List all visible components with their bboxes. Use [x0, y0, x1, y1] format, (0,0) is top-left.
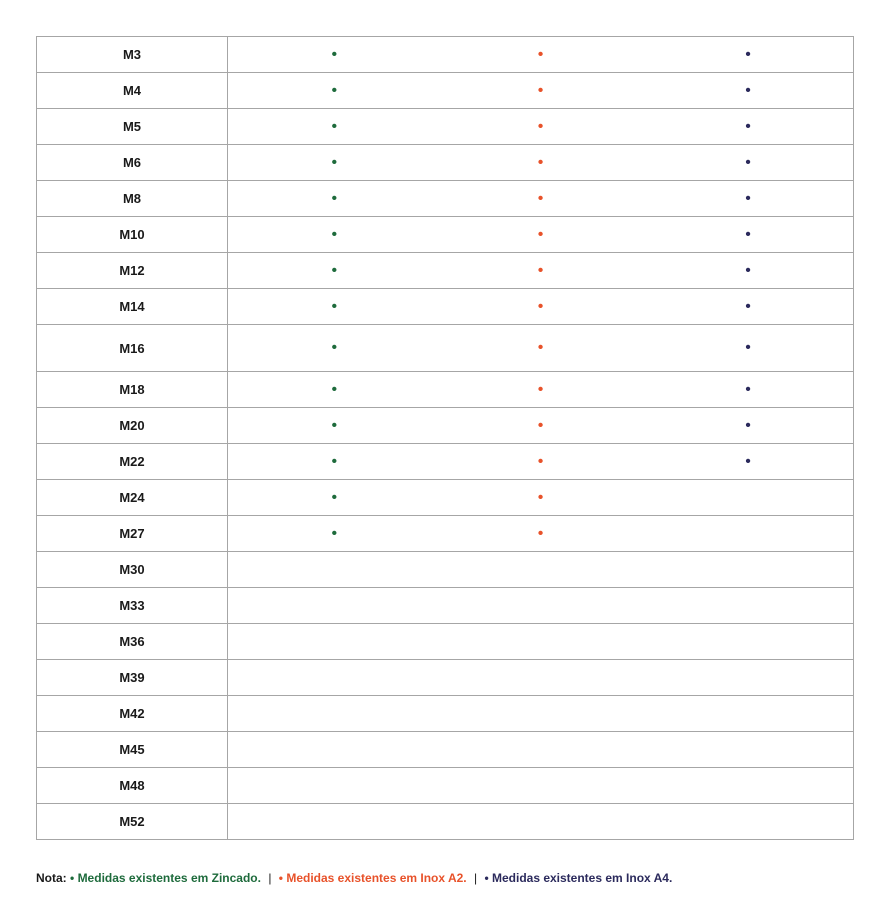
inox-a4-dot-icon: •: [745, 452, 751, 470]
table-row: [37, 444, 854, 480]
table-row: [37, 253, 854, 289]
availability-cell: [228, 624, 854, 660]
size-cell: M8: [37, 181, 228, 217]
inox-a4-dot-icon: •: [745, 380, 751, 398]
table-row: [37, 109, 854, 145]
size-cell: M5: [37, 109, 228, 145]
zincado-dot-icon: •: [331, 81, 338, 99]
sizes-table-body: [37, 37, 854, 840]
availability-cell: [228, 217, 854, 253]
table-row: [37, 73, 854, 109]
availability-cell: [228, 696, 854, 732]
table-row: [37, 552, 854, 588]
zincado-dot-icon: •: [331, 524, 338, 542]
inox-a2-dot-icon: •: [537, 45, 544, 63]
inox-a4-dot-icon: •: [745, 189, 751, 207]
inox-a4-dot-icon: •: [745, 297, 751, 315]
inox-a2-dot-icon: •: [537, 524, 544, 542]
size-cell: M39: [37, 660, 228, 696]
table-row: [37, 217, 854, 253]
zincado-dot-icon: •: [331, 452, 338, 470]
size-cell: M24: [37, 480, 228, 516]
inox-a2-dot-icon: •: [537, 225, 544, 243]
size-cell: M12: [37, 253, 228, 289]
zincado-dot-icon: •: [331, 261, 338, 279]
size-cell: M22: [37, 444, 228, 480]
size-cell: M14: [37, 289, 228, 325]
inox-a2-dot-icon: •: [537, 81, 544, 99]
availability-cell: [228, 480, 854, 516]
inox-a2-dot-icon: •: [537, 153, 544, 171]
zincado-dot-icon: •: [331, 189, 338, 207]
availability-cell: [228, 253, 854, 289]
table-row: [37, 516, 854, 552]
sizes-table: [36, 36, 854, 840]
note-separator: |: [473, 871, 478, 885]
size-cell: M18: [37, 372, 228, 408]
size-cell: M36: [37, 624, 228, 660]
availability-cell: [228, 37, 854, 73]
availability-cell: [228, 145, 854, 181]
availability-cell: [228, 181, 854, 217]
size-cell: M6: [37, 145, 228, 181]
size-cell: M42: [37, 696, 228, 732]
zincado-dot-icon: •: [331, 153, 338, 171]
size-cell: M48: [37, 768, 228, 804]
inox-a4-dot-icon: •: [745, 261, 751, 279]
inox-a4-dot-icon: •: [745, 153, 751, 171]
inox-a2-dot-icon: •: [537, 189, 544, 207]
zincado-bullet-icon: •: [70, 871, 75, 885]
table-row: [37, 660, 854, 696]
table-row: [37, 624, 854, 660]
inox-a2-dot-icon: •: [537, 380, 544, 398]
availability-cell: [228, 660, 854, 696]
availability-cell: [228, 552, 854, 588]
availability-cell: [228, 732, 854, 768]
size-cell: M27: [37, 516, 228, 552]
size-cell: M3: [37, 37, 228, 73]
size-cell: M16: [37, 325, 228, 372]
table-row: [37, 145, 854, 181]
availability-cell: [228, 372, 854, 408]
inox-a4-dot-icon: •: [745, 81, 751, 99]
availability-cell: [228, 516, 854, 552]
table-row: [37, 181, 854, 217]
availability-cell: [228, 73, 854, 109]
availability-cell: [228, 804, 854, 840]
availability-cell: [228, 588, 854, 624]
table-row: [37, 732, 854, 768]
table-row: [37, 37, 854, 73]
inox-a4-dot-icon: •: [745, 339, 751, 356]
availability-cell: [228, 768, 854, 804]
availability-cell: [228, 408, 854, 444]
inox-a2-dot-icon: •: [537, 339, 544, 356]
size-cell: M4: [37, 73, 228, 109]
availability-cell: [228, 289, 854, 325]
table-row: [37, 325, 854, 372]
inox-a4-bullet-icon: •: [484, 871, 489, 885]
note-label: Nota:: [36, 871, 67, 885]
zincado-dot-icon: •: [331, 339, 338, 356]
inox-a4-dot-icon: •: [745, 45, 751, 63]
inox-a2-bullet-icon: •: [278, 871, 283, 885]
table-row: [37, 696, 854, 732]
size-cell: M45: [37, 732, 228, 768]
zincado-dot-icon: •: [331, 225, 338, 243]
zincado-dot-icon: •: [331, 380, 338, 398]
table-row: [37, 408, 854, 444]
inox-a2-dot-icon: •: [537, 297, 544, 315]
inox-a4-dot-icon: •: [745, 117, 751, 135]
inox-a2-dot-icon: •: [537, 488, 544, 506]
availability-cell: [228, 444, 854, 480]
table-row: [37, 372, 854, 408]
zincado-dot-icon: •: [331, 416, 338, 434]
note-zincado: Medidas existentes em Zincado.: [77, 871, 261, 885]
inox-a2-dot-icon: •: [537, 452, 544, 470]
table-row: [37, 588, 854, 624]
inox-a2-dot-icon: •: [537, 117, 544, 135]
zincado-dot-icon: •: [331, 45, 338, 63]
size-cell: M30: [37, 552, 228, 588]
zincado-dot-icon: •: [331, 297, 338, 315]
size-cell: M52: [37, 804, 228, 840]
table-row: [37, 289, 854, 325]
availability-cell: [228, 109, 854, 145]
table-row: [37, 804, 854, 840]
inox-a2-dot-icon: •: [537, 261, 544, 279]
zincado-dot-icon: •: [331, 488, 338, 506]
legend-note: [36, 871, 672, 885]
table-row: [37, 480, 854, 516]
inox-a2-dot-icon: •: [537, 416, 544, 434]
size-cell: M33: [37, 588, 228, 624]
inox-a4-dot-icon: •: [745, 225, 751, 243]
size-cell: M20: [37, 408, 228, 444]
note-inox-a4: Medidas existentes em Inox A4.: [491, 871, 673, 885]
note-inox-a2: Medidas existentes em Inox A2.: [286, 871, 467, 885]
size-cell: M10: [37, 217, 228, 253]
table-row: [37, 768, 854, 804]
availability-cell: [228, 325, 854, 372]
zincado-dot-icon: •: [331, 117, 338, 135]
note-separator: |: [268, 871, 272, 885]
inox-a4-dot-icon: •: [745, 416, 751, 434]
